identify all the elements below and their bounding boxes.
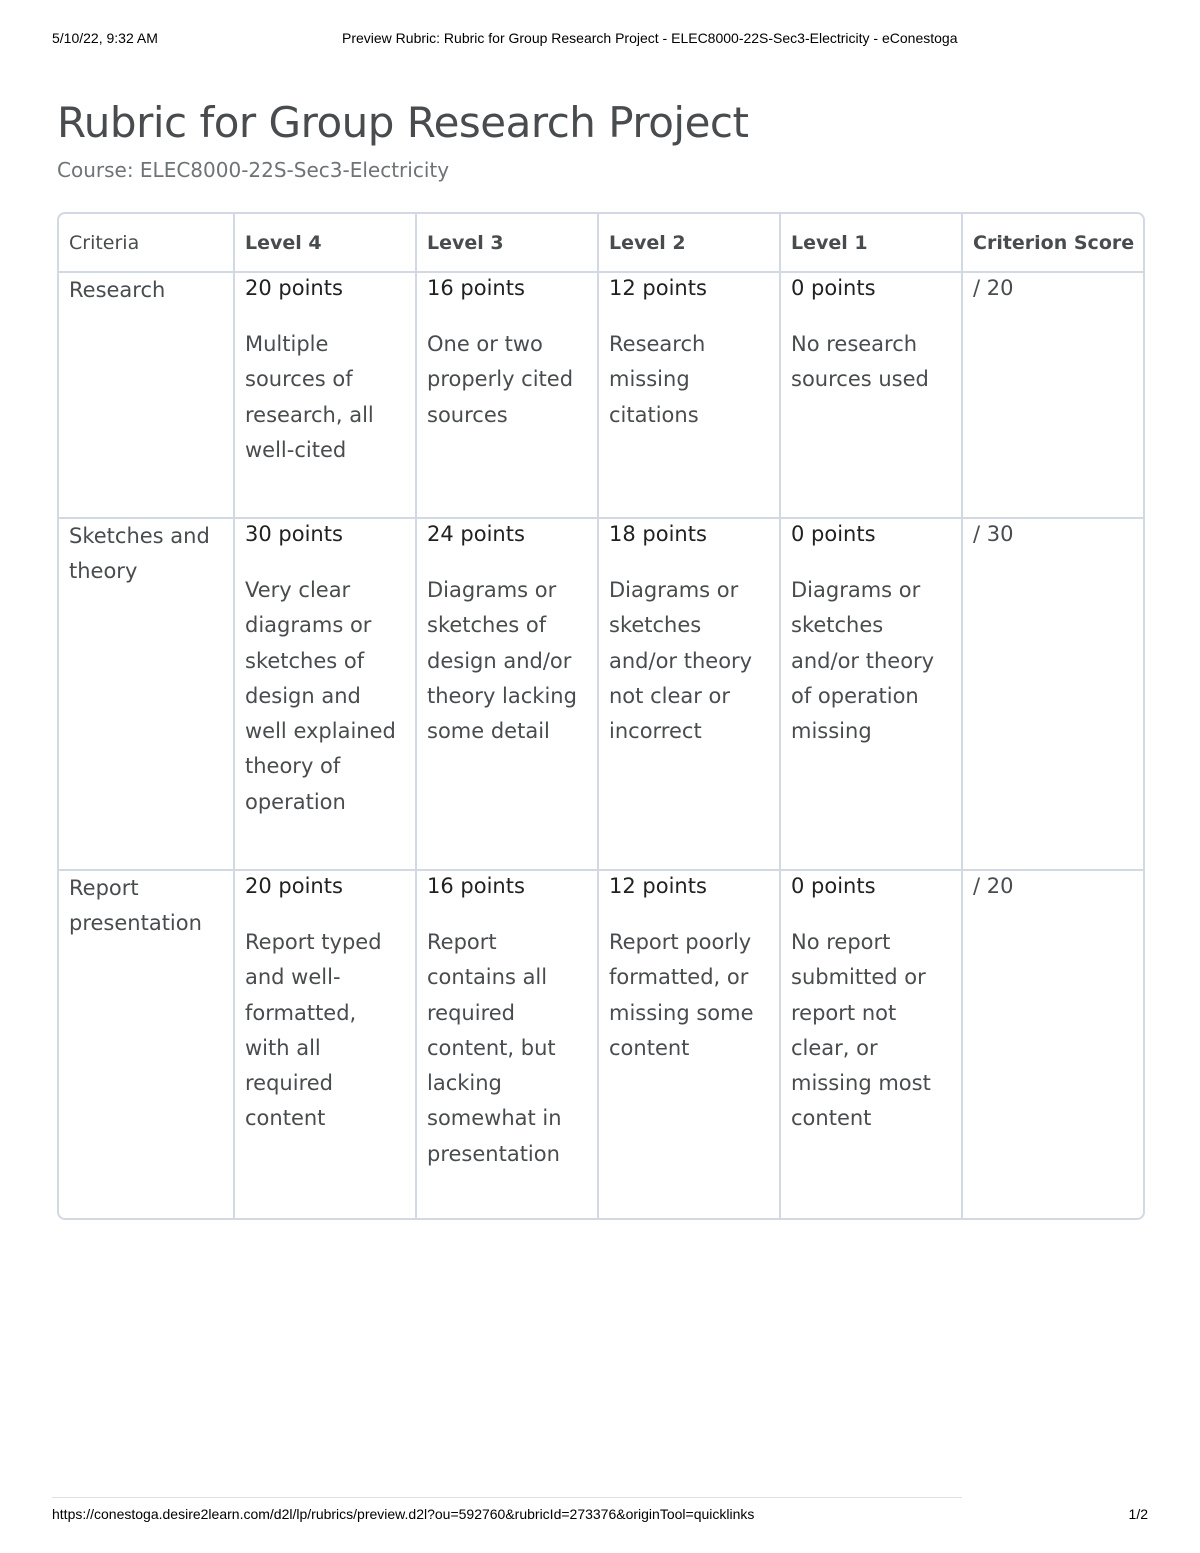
level-points: 0 points: [791, 522, 876, 546]
level-description: One or two properly cited sources: [427, 332, 574, 427]
header-level-4: Level 4: [234, 214, 416, 272]
rubric-row-report-presentation: [59, 870, 1145, 1220]
criterion-score: / 30: [962, 518, 1145, 870]
header-level-2: Level 2: [598, 214, 780, 272]
page-number: 1/2: [1128, 1506, 1148, 1522]
level-cell: [598, 518, 780, 870]
level-cell: [598, 870, 780, 1220]
level-description: Report contains all required content, but lacking somewhat in presentation: [427, 930, 562, 1166]
rubric-header-row: [59, 214, 1145, 272]
level-cell: [234, 870, 416, 1220]
level-cell: [598, 272, 780, 518]
rubric-row-sketches-and-theory: [59, 518, 1145, 870]
criterion-score: / 20: [962, 272, 1145, 518]
page-title: Rubric for Group Research Project: [57, 98, 749, 147]
level-description: Very clear diagrams or sketches of design and well explained theory of operation: [245, 578, 396, 814]
criterion-score: / 20: [962, 870, 1145, 1220]
level-cell: [234, 518, 416, 870]
level-description: Multiple sources of research, all well-cited: [245, 332, 374, 462]
level-cell: [234, 272, 416, 518]
criterion-name: Sketches and theory: [59, 518, 234, 870]
level-points: 12 points: [609, 874, 707, 898]
rubric-table-container: [57, 212, 1145, 1220]
level-description: Report poorly formatted, or missing some content: [609, 930, 754, 1060]
header-criterion-score: Criterion Score: [962, 214, 1145, 272]
footer-divider: [52, 1497, 962, 1498]
criterion-name: Report presentation: [59, 870, 234, 1220]
level-cell: [416, 870, 598, 1220]
level-description: Diagrams or sketches and/or theory not clear or incorrect: [609, 578, 753, 744]
level-description: Diagrams or sketches and/or theory of operation missing: [791, 578, 935, 744]
level-points: 0 points: [791, 874, 876, 898]
level-points: 16 points: [427, 874, 525, 898]
level-points: 24 points: [427, 522, 525, 546]
level-points: 18 points: [609, 522, 707, 546]
level-cell: [780, 272, 962, 518]
print-window-title: Preview Rubric: Rubric for Group Research Project - ELEC8000-22S-Sec3-Electricity - eConestoga: [342, 30, 958, 46]
page-url[interactable]: https://conestoga.desire2learn.com/d2l/lp/rubrics/preview.d2l?ou=592760&rubricId=273376&originTool=quicklinks: [52, 1506, 755, 1522]
rubric-row-research: [59, 272, 1145, 518]
level-description: Research missing citations: [609, 332, 706, 427]
print-header: [52, 30, 1148, 50]
print-datetime: 5/10/22, 9:32 AM: [52, 30, 158, 46]
header-level-1: Level 1: [780, 214, 962, 272]
level-points: 16 points: [427, 276, 525, 300]
level-points: 20 points: [245, 276, 343, 300]
level-points: 12 points: [609, 276, 707, 300]
level-points: 30 points: [245, 522, 343, 546]
header-level-3: Level 3: [416, 214, 598, 272]
criterion-name: Research: [59, 272, 234, 518]
header-criteria: Criteria: [59, 214, 234, 272]
level-points: 20 points: [245, 874, 343, 898]
level-points: 0 points: [791, 276, 876, 300]
level-description: Report typed and well-formatted, with all required content: [245, 930, 382, 1131]
level-cell: [780, 518, 962, 870]
level-cell: [416, 272, 598, 518]
level-cell: [416, 518, 598, 870]
level-description: No research sources used: [791, 332, 929, 392]
course-label: Course: ELEC8000-22S-Sec3-Electricity: [57, 158, 450, 182]
rubric-table: [59, 214, 1145, 1220]
level-cell: [780, 870, 962, 1220]
level-description: Diagrams or sketches of design and/or theory lacking some detail: [427, 578, 577, 744]
level-description: No report submitted or report not clear, or missing most content: [791, 930, 931, 1131]
